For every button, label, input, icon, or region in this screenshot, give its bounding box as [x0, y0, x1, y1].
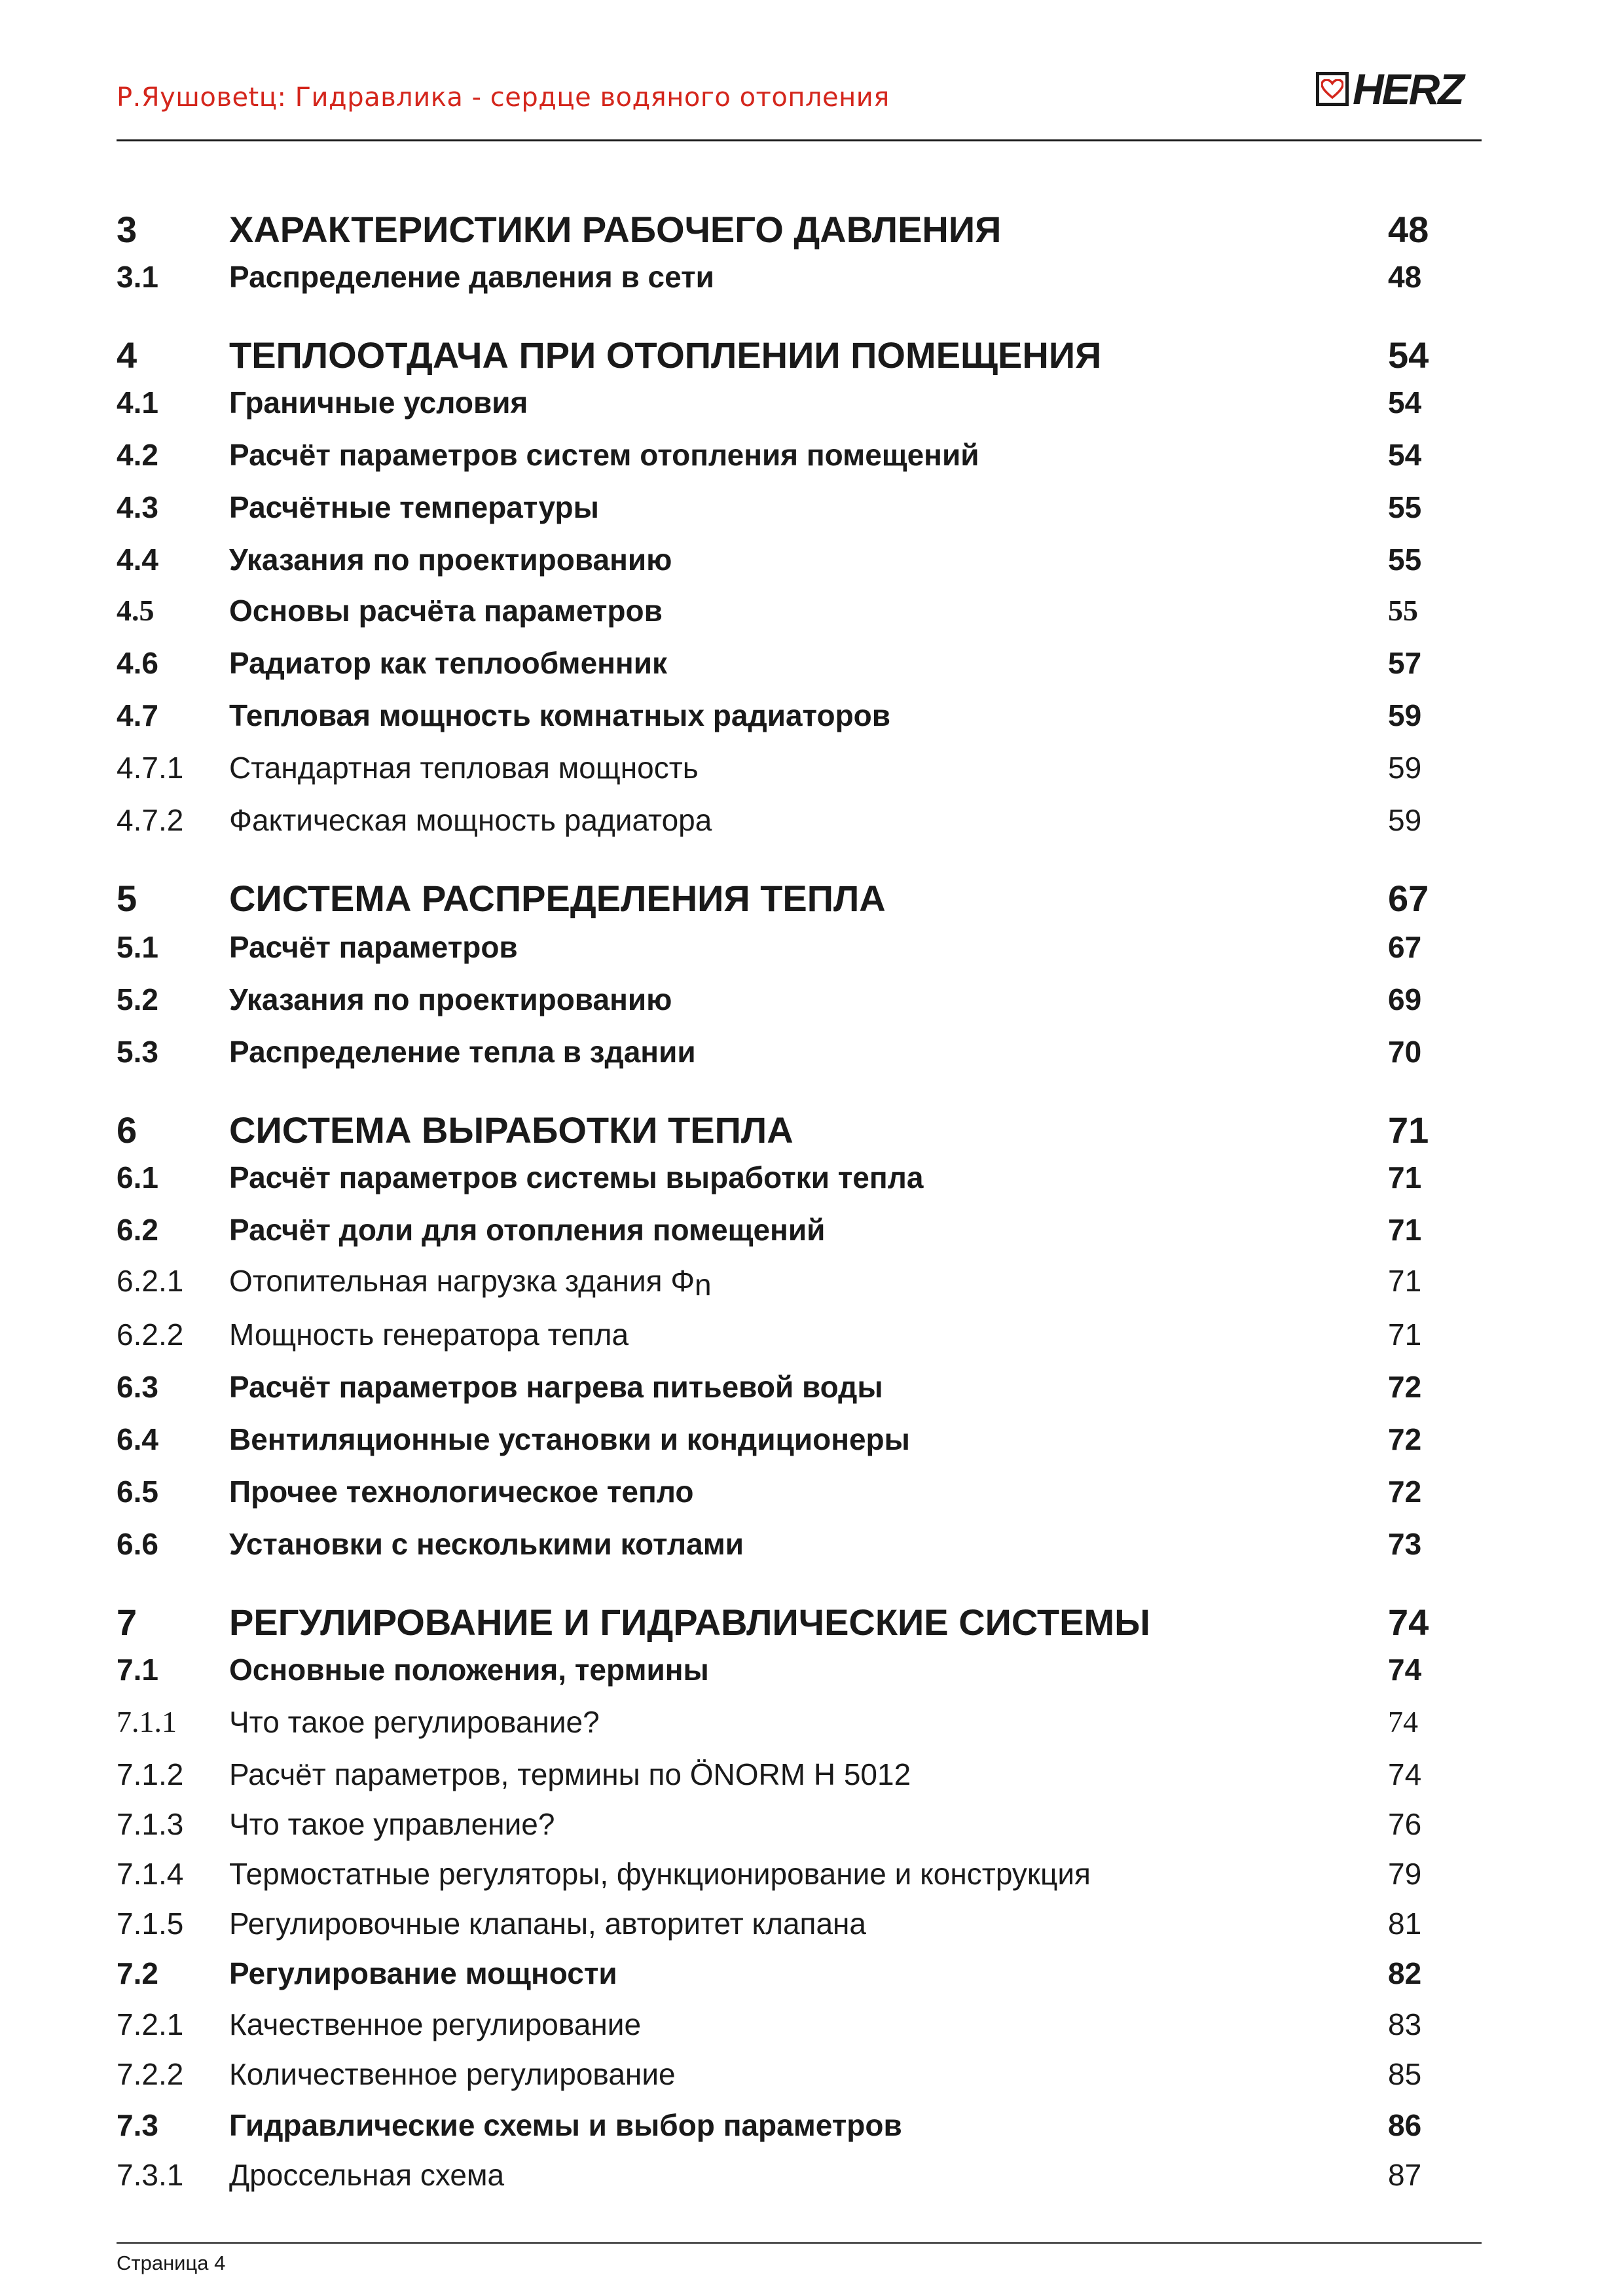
toc-entry-title-text: СИСТЕМА РАСПРЕДЕЛЕНИЯ ТЕПЛА — [229, 878, 886, 919]
toc-entry[interactable] — [0, 750, 1623, 796]
toc-entry-title — [229, 1422, 910, 1457]
toc-entry-title-text: ХАРАКТЕРИСТИКИ РАБОЧЕГО ДАВЛЕНИЯ — [229, 209, 1002, 250]
toc-entry-title — [229, 2007, 641, 2042]
toc-entry-title — [229, 1474, 694, 1509]
toc-entry-title — [229, 1160, 923, 1195]
toc-entry-title — [229, 1109, 793, 1151]
toc-entry-title-text: Вентиляционные установки и кондиционеры — [229, 1422, 910, 1456]
toc-entry[interactable] — [0, 2157, 1623, 2203]
toc-entry-title-text: Прочее технологическое тепло — [229, 1475, 694, 1509]
toc-entry-page: 71 — [1388, 1318, 1422, 1352]
toc-entry-page: 55 — [1388, 594, 1418, 627]
toc-entry-title-text: Гидравлические схемы и выбор параметров — [229, 2108, 902, 2142]
toc-entry-page: 48 — [1388, 260, 1422, 294]
toc-entry-page: 76 — [1388, 1807, 1422, 1841]
toc-entry-title-text: Тепловая мощность комнатных радиаторов — [229, 698, 891, 732]
toc-entry-title — [229, 1034, 696, 1069]
logo-wordmark: HERZ — [1353, 65, 1463, 113]
toc-entry-title — [229, 490, 599, 525]
toc-entry-page: 74 — [1388, 1602, 1429, 1643]
toc-entry-page: 70 — [1388, 1035, 1422, 1069]
toc-entry-title-text: Распределение давления в сети — [229, 260, 714, 294]
toc-entry-title-text: Расчёт параметров — [229, 930, 518, 964]
toc-entry-page: 71 — [1388, 1213, 1422, 1247]
toc-entry-page: 86 — [1388, 2108, 1422, 2142]
toc-entry[interactable] — [0, 1317, 1623, 1363]
toc-entry-number: 4.5 — [117, 594, 155, 627]
footer-divider — [117, 2242, 1482, 2244]
toc-entry-number: 6.1 — [117, 1160, 158, 1194]
toc-entry-number: 7.2 — [117, 1956, 158, 1990]
toc-entry-title — [229, 929, 518, 965]
toc-entry[interactable] — [0, 1160, 1623, 1206]
toc-entry-title-text: Что такое регулирование? — [229, 1705, 600, 1739]
toc-entry[interactable] — [0, 1601, 1623, 1647]
toc-entry-title — [229, 1601, 1150, 1643]
toc-entry-title — [229, 208, 1001, 251]
toc-entry-title-text: Качественное регулирование — [229, 2007, 642, 2041]
toc-entry-number: 4.7.2 — [117, 803, 184, 837]
document-header-title: Р.Яушовеtц: Гидравлика - сердце водяного отопления — [117, 82, 890, 113]
toc-entry-title-text: Расчёт параметров, термины по ÖNORM H 5012 — [229, 1757, 911, 1791]
toc-entry-page: 74 — [1388, 1757, 1422, 1791]
toc-entry[interactable] — [0, 1263, 1623, 1309]
toc-entry-title — [229, 259, 714, 295]
toc-entry-title-text: Расчёт доли для отопления помещений — [229, 1213, 826, 1247]
page-number: Страница 4 — [117, 2251, 226, 2274]
toc-entry-title — [229, 1806, 555, 1842]
toc-entry-number: 6 — [117, 1109, 137, 1151]
toc-entry-title — [229, 698, 890, 733]
toc-entry[interactable] — [0, 1526, 1623, 1572]
toc-entry[interactable] — [0, 1704, 1623, 1750]
toc-entry[interactable] — [0, 1956, 1623, 2001]
toc-entry-number: 5.1 — [117, 930, 158, 964]
toc-entry-page: 71 — [1388, 1109, 1429, 1151]
toc-entry-title — [229, 750, 699, 785]
toc-entry-number: 4.7.1 — [117, 751, 184, 785]
toc-entry[interactable] — [0, 1474, 1623, 1520]
toc-entry-page: 81 — [1388, 1907, 1422, 1941]
toc-entry-page: 79 — [1388, 1857, 1422, 1891]
toc-entry[interactable] — [0, 1906, 1623, 1952]
toc-entry[interactable] — [0, 437, 1623, 483]
toc-entry-number: 6.2.2 — [117, 1318, 184, 1352]
toc-entry-number: 7.3 — [117, 2108, 158, 2142]
toc-entry-title-text: Мощность генератора тепла — [229, 1318, 629, 1352]
toc-entry-page: 59 — [1388, 751, 1422, 785]
toc-entry-page: 59 — [1388, 698, 1422, 732]
toc-entry[interactable] — [0, 2007, 1623, 2053]
toc-entry-number: 6.5 — [117, 1475, 158, 1509]
toc-entry[interactable] — [0, 208, 1623, 254]
toc-entry-title — [229, 1526, 744, 1562]
toc-entry[interactable] — [0, 259, 1623, 305]
toc-entry-title — [229, 1263, 712, 1302]
toc-entry-page: 85 — [1388, 2057, 1422, 2091]
toc-entry-page: 54 — [1388, 438, 1422, 472]
toc-entry[interactable] — [0, 802, 1623, 848]
toc-entry-title-text: Расчёт параметров систем отопления помещений — [229, 438, 979, 472]
toc-entry[interactable] — [0, 1422, 1623, 1467]
toc-entry-number: 6.2.1 — [117, 1264, 184, 1298]
toc-entry[interactable] — [0, 1034, 1623, 1080]
toc-entry-page: 74 — [1388, 1653, 1422, 1687]
toc-entry-title-text: Расчётные температуры — [229, 490, 599, 524]
toc-entry-title — [229, 1652, 709, 1687]
toc-entry-title-text: Фактическая мощность радиатора — [229, 803, 712, 837]
toc-entry-page: 55 — [1388, 543, 1422, 577]
toc-entry-title-text: Граничные условия — [229, 386, 528, 420]
toc-entry-number: 7.1 — [117, 1653, 158, 1687]
toc-entry-title — [229, 1369, 883, 1405]
toc-entry-title-text: Регулировочные клапаны, авторитет клапана — [229, 1907, 867, 1941]
toc-entry-title-text: Расчёт параметров системы выработки тепла — [229, 1160, 924, 1194]
toc-entry-title — [229, 1906, 866, 1941]
toc-entry-title-text: ТЕПЛООТДАЧА ПРИ ОТОПЛЕНИИ ПОМЕЩЕНИЯ — [229, 334, 1102, 376]
toc-entry[interactable] — [0, 1369, 1623, 1415]
toc-entry-page: 71 — [1388, 1264, 1422, 1298]
toc-entry-number: 4.2 — [117, 438, 158, 472]
toc-entry[interactable] — [0, 334, 1623, 380]
toc-entry-number: 4 — [117, 334, 137, 376]
toc-entry[interactable] — [0, 2108, 1623, 2153]
toc-entry-number: 3 — [117, 209, 137, 250]
toc-entry-number: 7.1.3 — [117, 1807, 184, 1841]
toc-entry-number: 4.7 — [117, 698, 158, 732]
toc-entry-page: 67 — [1388, 930, 1422, 964]
toc-entry-page: 59 — [1388, 803, 1422, 837]
toc-entry[interactable] — [0, 877, 1623, 923]
toc-entry-title — [229, 437, 979, 473]
toc-entry[interactable] — [0, 645, 1623, 691]
toc-entry-title-text: Основы расчёта параметров — [229, 594, 663, 628]
toc-entry-title-text: Дроссельная схема — [229, 2158, 505, 2192]
toc-entry[interactable] — [0, 542, 1623, 588]
toc-entry-title-text: РЕГУЛИРОВАНИЕ И ГИДРАВЛИЧЕСКИЕ СИСТЕМЫ — [229, 1602, 1150, 1643]
toc-entry-page: 82 — [1388, 1956, 1422, 1990]
toc-entry-number: 7.3.1 — [117, 2158, 184, 2192]
toc-entry[interactable] — [0, 1757, 1623, 1803]
toc-entry-page: 71 — [1388, 1160, 1422, 1194]
toc-entry-number: 7.1.1 — [117, 1705, 177, 1738]
toc-entry-title-text: Радиатор как теплообменник — [229, 646, 668, 680]
toc-entry-title-text: Что такое управление? — [229, 1807, 555, 1841]
toc-entry[interactable] — [0, 1212, 1623, 1258]
toc-entry[interactable] — [0, 1806, 1623, 1852]
toc-entry-title-text: СИСТЕМА ВЫРАБОТКИ ТЕПЛА — [229, 1109, 793, 1151]
toc-entry[interactable] — [0, 593, 1623, 639]
toc-entry-number: 5.3 — [117, 1035, 158, 1069]
toc-entry-title-text: Основные положения, термины — [229, 1653, 709, 1687]
toc-entry-page: 55 — [1388, 490, 1422, 524]
toc-entry[interactable] — [0, 1856, 1623, 1902]
toc-entry-number: 6.6 — [117, 1527, 158, 1561]
toc-entry-title — [229, 2157, 504, 2193]
toc-entry[interactable] — [0, 929, 1623, 975]
toc-entry-title-text: Расчёт параметров нагрева питьевой воды — [229, 1370, 883, 1404]
toc-entry-page: 54 — [1388, 386, 1422, 420]
toc-entry-title — [229, 982, 672, 1017]
toc-entry-number: 6.2 — [117, 1213, 158, 1247]
toc-entry-title — [229, 542, 672, 577]
toc-entry-title — [229, 593, 663, 628]
toc-entry-title-subscript: n — [695, 1268, 712, 1302]
toc-entry-title-text: Указания по проектированию — [229, 543, 672, 577]
toc-entry-number: 7.2.1 — [117, 2007, 184, 2041]
toc-entry[interactable] — [0, 1109, 1623, 1155]
toc-entry-number: 6.3 — [117, 1370, 158, 1404]
toc-entry-number: 5.2 — [117, 982, 158, 1016]
toc-entry-title — [229, 1757, 911, 1792]
toc-entry[interactable] — [0, 385, 1623, 431]
toc-entry-title-text: Распределение тепла в здании — [229, 1035, 696, 1069]
toc-entry-title — [229, 802, 712, 838]
toc-entry-title-text: Регулирование мощности — [229, 1956, 617, 1990]
toc-entry[interactable] — [0, 2056, 1623, 2102]
toc-entry-number: 4.1 — [117, 386, 158, 420]
toc-entry-number: 4.3 — [117, 490, 158, 524]
toc-entry[interactable] — [0, 982, 1623, 1028]
toc-entry-number: 7.2.2 — [117, 2057, 184, 2091]
toc-entry-number: 4.6 — [117, 646, 158, 680]
toc-entry-page: 72 — [1388, 1370, 1422, 1404]
toc-entry-title — [229, 2108, 902, 2143]
toc-entry-title — [229, 2056, 676, 2092]
toc-entry-title — [229, 385, 528, 420]
toc-entry-page: 57 — [1388, 646, 1422, 680]
toc-entry-number: 7.1.2 — [117, 1757, 184, 1791]
toc-entry-title-text: Указания по проектированию — [229, 982, 672, 1016]
toc-entry-title — [229, 1212, 825, 1247]
toc-entry-number: 7.1.4 — [117, 1857, 184, 1891]
toc-entry-number: 4.4 — [117, 543, 158, 577]
toc-entry-title — [229, 1704, 600, 1740]
toc-entry-number: 6.4 — [117, 1422, 158, 1456]
toc-entry-title-text: Отопительная нагрузка здания Φ — [229, 1264, 695, 1298]
toc-entry-page: 72 — [1388, 1475, 1422, 1509]
toc-entry-page: 54 — [1388, 334, 1429, 376]
toc-entry-title — [229, 1956, 617, 1991]
toc-entry-number: 3.1 — [117, 260, 158, 294]
toc-entry-title — [229, 334, 1101, 376]
toc-entry[interactable] — [0, 1652, 1623, 1698]
toc-entry-page: 74 — [1388, 1705, 1418, 1738]
toc-entry-title — [229, 1317, 629, 1352]
toc-entry-page: 83 — [1388, 2007, 1422, 2041]
toc-entry-number: 5 — [117, 878, 137, 919]
toc-entry-title — [229, 645, 667, 681]
toc-entry-number: 7 — [117, 1602, 137, 1643]
toc-entry-page: 67 — [1388, 878, 1429, 919]
toc-entry-title-text: Установки с несколькими котлами — [229, 1527, 744, 1561]
toc-entry[interactable] — [0, 698, 1623, 744]
toc-entry-title-text: Количественное регулирование — [229, 2057, 676, 2091]
toc-entry-number: 7.1.5 — [117, 1907, 184, 1941]
toc-entry-page: 87 — [1388, 2158, 1422, 2192]
toc-entry-title — [229, 1856, 1091, 1892]
toc-entry-page: 73 — [1388, 1527, 1422, 1561]
toc-entry[interactable] — [0, 490, 1623, 535]
toc-entry-title-text: Стандартная тепловая мощность — [229, 751, 699, 785]
toc-entry-title — [229, 877, 886, 920]
toc-entry-page: 69 — [1388, 982, 1422, 1016]
toc-entry-page: 72 — [1388, 1422, 1422, 1456]
toc-entry-page: 48 — [1388, 209, 1429, 250]
toc-entry-title-text: Термостатные регуляторы, функционирование и конструкция — [229, 1857, 1091, 1891]
